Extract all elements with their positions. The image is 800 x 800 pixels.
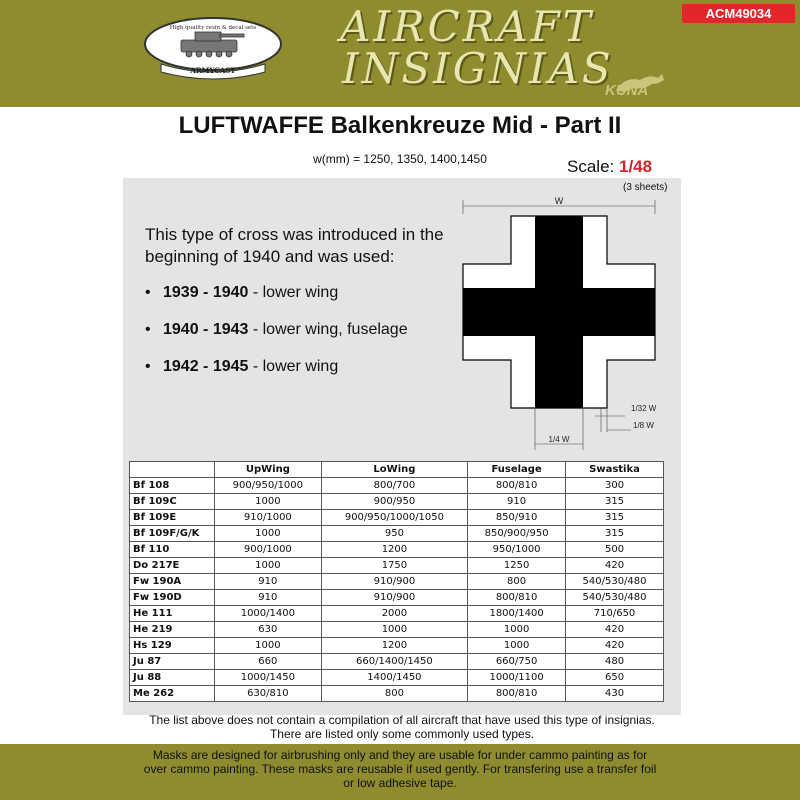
table-cell: 910/900 [321,590,467,606]
table-header-row [130,462,664,478]
size-subtitle: w(mm) = 1250, 1350, 1400,1450 [313,152,487,166]
table-cell: 660 [215,654,322,670]
table-cell: 1000 [215,638,322,654]
aircraft-name-cell: Fw 190A [130,574,215,590]
table-cell: 420 [566,622,664,638]
table-cell: 660/1400/1450 [321,654,467,670]
table-cell: 540/530/480 [566,590,664,606]
thirtysecond-w-label: 1/32 W [631,404,657,413]
table-row [130,542,664,558]
bullet-icon: • [145,284,151,301]
table-cell: 540/530/480 [566,574,664,590]
usage-item-2 [145,321,408,339]
table-row [130,558,664,574]
table-cell: 1000 [321,622,467,638]
insignia-size-table [129,461,664,702]
usage-item-3 [145,358,338,376]
balkenkreuz-diagram [455,192,685,454]
table-cell: 430 [566,686,664,702]
aircraft-name-cell: Ju 87 [130,654,215,670]
aircraft-name-cell: Bf 109C [130,494,215,510]
table-header: Swastika [566,462,664,478]
table-cell: 315 [566,494,664,510]
table-cell: 910 [468,494,566,510]
table-cell: 900/950/1000/1050 [321,510,467,526]
table-cell: 2000 [321,606,467,622]
table-cell: 910 [215,574,322,590]
table-cell: 1400/1450 [321,670,467,686]
table-cell: 1200 [321,638,467,654]
table-cell: 800/810 [468,686,566,702]
table-cell: 1000 [215,558,322,574]
footer-line-3: or low adhesive tape. [343,776,457,790]
table-cell: 800/700 [321,478,467,494]
scale-value: 1/48 [618,157,653,176]
table-header: Fuselage [468,462,566,478]
table-cell: 850/900/950 [468,526,566,542]
table-header [130,462,215,478]
table-cell: 710/650 [566,606,664,622]
table-row [130,526,664,542]
aircraft-name-cell: He 111 [130,606,215,622]
aircraft-name-cell: He 219 [130,622,215,638]
brand-title-line2: INSIGNIAS [342,44,614,93]
footer-line-2: over cammo painting. These masks are reusable if used gently. For transfering use a transfer foil [143,762,657,776]
footer-band [0,744,800,800]
table-cell: 910/1000 [215,510,322,526]
table-cell: 1000 [468,638,566,654]
kuna-logo-text: KUNA [605,82,649,99]
usage-years: 1942 - 1945 [163,358,249,375]
table-cell: 1200 [321,542,467,558]
scale-text: Scale: [567,157,615,176]
table-row [130,510,664,526]
page-title: LUFTWAFFE Balkenkreuze Mid - Part II [178,112,622,139]
table-cell: 950/1000 [468,542,566,558]
table-row [130,686,664,702]
table-cell: 910/900 [321,574,467,590]
aircraft-name-cell: Bf 108 [130,478,215,494]
sheets-count: (3 sheets) [623,182,668,193]
table-cell: 800 [468,574,566,590]
bullet-icon: • [145,358,151,375]
aircraft-name-cell: Do 217E [130,558,215,574]
table-cell: 1250 [468,558,566,574]
table-cell: 1800/1400 [468,606,566,622]
table-row [130,654,664,670]
note-line-2: There are listed only some commonly used types. [269,727,535,741]
usage-where: - lower wing [248,284,339,301]
brand-title-line1: AIRCRAFT [340,2,594,51]
table-cell: 315 [566,510,664,526]
table-cell: 800/810 [468,590,566,606]
table-cell: 1000 [215,494,322,510]
table-cell: 950 [321,526,467,542]
table-cell: 800/810 [468,478,566,494]
table-note [123,713,681,741]
logo-tagline: High quality resin & decal sets [169,25,257,31]
table-row [130,494,664,510]
aircraft-name-cell: Bf 110 [130,542,215,558]
logo-name: ARMYCAST [190,66,236,75]
quarter-w-label: 1/4 W [548,435,570,444]
table-row [130,574,664,590]
eighth-w-label: 1/8 W [633,421,654,430]
table-row [130,622,664,638]
bullet-icon: • [145,321,151,338]
table-cell: 910 [215,590,322,606]
table-row [130,638,664,654]
table-cell: 850/910 [468,510,566,526]
table-cell: 300 [566,478,664,494]
table-cell: 420 [566,558,664,574]
table-cell: 660/750 [468,654,566,670]
aircraft-name-cell: Me 262 [130,686,215,702]
table-cell: 650 [566,670,664,686]
table-header: UpWing [215,462,322,478]
table-row [130,606,664,622]
table-cell: 1750 [321,558,467,574]
w-label: W [554,196,564,206]
aircraft-name-cell: Bf 109E [130,510,215,526]
table-cell: 1000 [468,622,566,638]
table-cell: 1000/1100 [468,670,566,686]
table-cell: 900/950 [321,494,467,510]
product-code-badge: ACM49034 [682,4,795,23]
aircraft-name-cell: Ju 88 [130,670,215,686]
table-cell: 900/1000 [215,542,322,558]
table-row [130,670,664,686]
usage-years: 1939 - 1940 [163,284,249,301]
intro-text: This type of cross was introduced in the beginning of 1940 and was used: [145,225,444,266]
armycast-logo [143,16,283,82]
aircraft-name-cell: Hs 129 [130,638,215,654]
table-cell: 900/950/1000 [215,478,322,494]
table-cell: 420 [566,638,664,654]
table-header: LoWing [321,462,467,478]
table-row [130,590,664,606]
table-cell: 630/810 [215,686,322,702]
table-cell: 480 [566,654,664,670]
footer-line-1: Masks are designed for airbrushing only and they are usable for under cammo painting as for [152,748,648,762]
table-cell: 630 [215,622,322,638]
usage-years: 1940 - 1943 [163,321,249,338]
table-cell: 1000/1450 [215,670,322,686]
aircraft-name-cell: Fw 190D [130,590,215,606]
table-cell: 800 [321,686,467,702]
table-cell: 1000 [215,526,322,542]
table-cell: 500 [566,542,664,558]
table-cell: 1000/1400 [215,606,322,622]
aircraft-name-cell: Bf 109F/G/K [130,526,215,542]
table-cell: 315 [566,526,664,542]
usage-where: - lower wing [248,358,339,375]
usage-where: - lower wing, fuselage [248,321,408,338]
note-line-1: The list above does not contain a compilation of all aircraft that have used this type of insignias. [149,713,655,727]
usage-item-1 [145,284,338,302]
scale-label [567,157,652,177]
table-row [130,478,664,494]
